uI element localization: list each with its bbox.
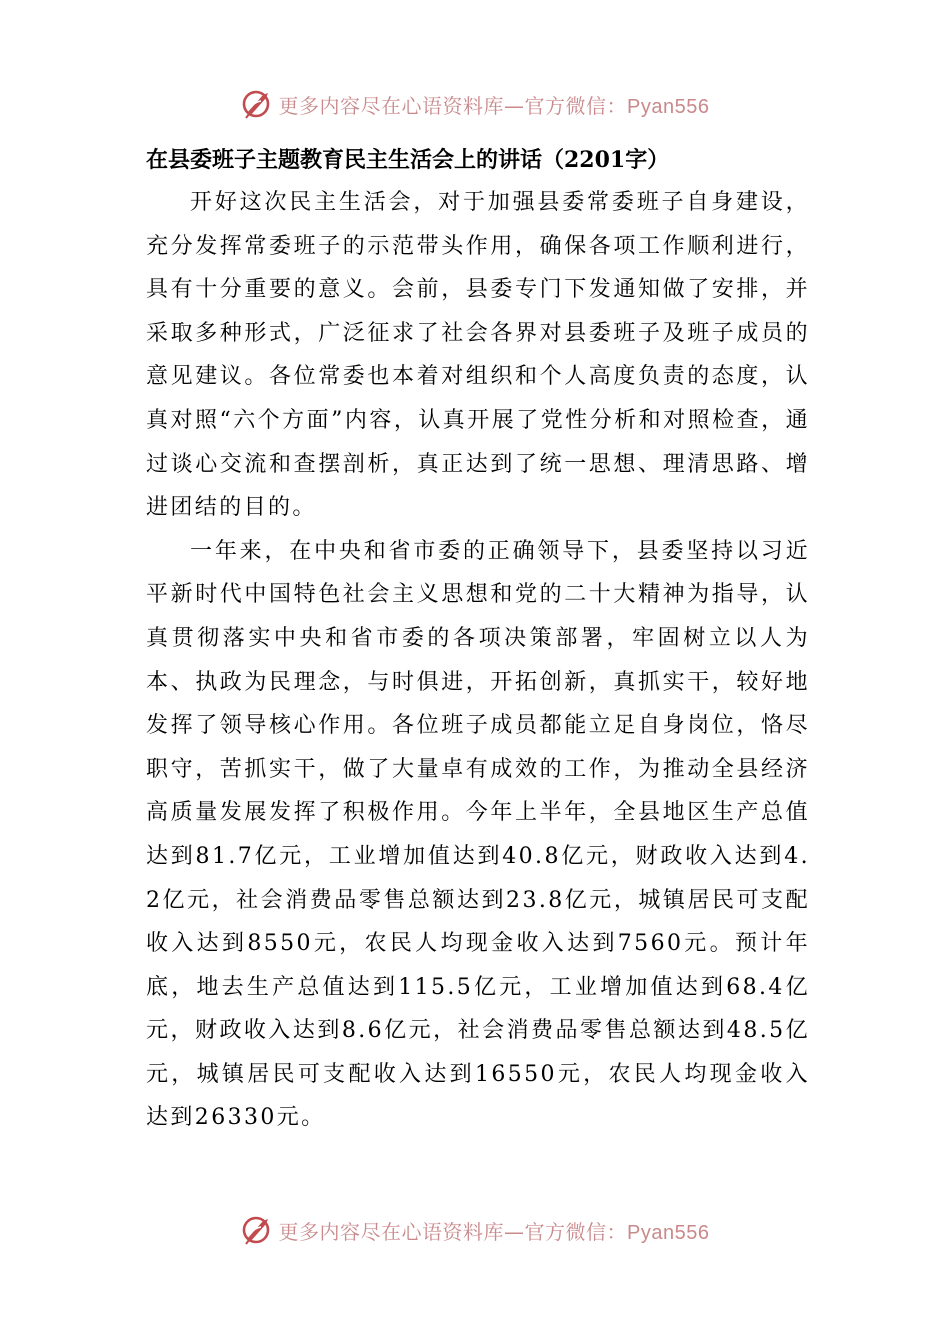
watermark-text: 更多内容尽在心语资料库—官方微信：Pyan556: [278, 93, 710, 118]
document-title: 在县委班子主题教育民主生活会上的讲话（2201字）: [146, 147, 670, 173]
pen-logo-icon: [241, 1213, 275, 1247]
pen-logo-icon: [241, 87, 275, 121]
paragraph-1: 开好这次民主生活会，对于加强县委常委班子自身建设，充分发挥常委班子的示范带头作用，确保各项工作顺利进行，具有十分重要的意义。会前，县委专门下发通知做了安排，并采取多种形式，广泛征求了社会各界对县委班子及班子成员的意见建议。各位常委也本着对组织和个人高度负责的态度，认真对照“六个方面”内容，认真开展了党性分析和对照检查，通过谈心交流和查摆剖析，真正达到了统一思想、理清思路、增进团结的目的。: [146, 190, 810, 521]
document-body: [146, 143, 810, 1140]
header-watermark: [0, 84, 950, 124]
watermark-text: 更多内容尽在心语资料库—官方微信：Pyan556: [278, 1219, 710, 1244]
footer-watermark: [0, 1210, 950, 1250]
watermark-wechat-id: Pyan556: [627, 1221, 710, 1244]
paragraph-2: 一年来，在中央和省市委的正确领导下，县委坚持以习近平新时代中国特色社会主义思想和党的二十大精神为指导，认真贯彻落实中央和省市委的各项决策部署，牢固树立以人为本、执政为民理念，与时俱进，开拓创新，真抓实干，较好地发挥了领导核心作用。各位班子成员都能立足自身岗位，恪尽职守，苦抓实干，做了大量卓有成效的工作，为推动全县经济高质量发展发挥了积极作用。今年上半年，全县地区生产总值达到81.7亿元，工业增加值达到40.8亿元，财政收入达到4.2亿元，社会消费品零售总额达到23.8亿元，城镇居民可支配收入达到8550元，农民人均现金收入达到7560元。预计年底，地去生产总值达到115.5亿元，工业增加值达到68.4亿元，财政收入达到8.6亿元，社会消费品零售总额达到48.5亿元，城镇居民可支配收入达到16550元，农民人均现金收入达到26330元。: [146, 538, 810, 1131]
watermark-wechat-id: Pyan556: [627, 95, 710, 118]
